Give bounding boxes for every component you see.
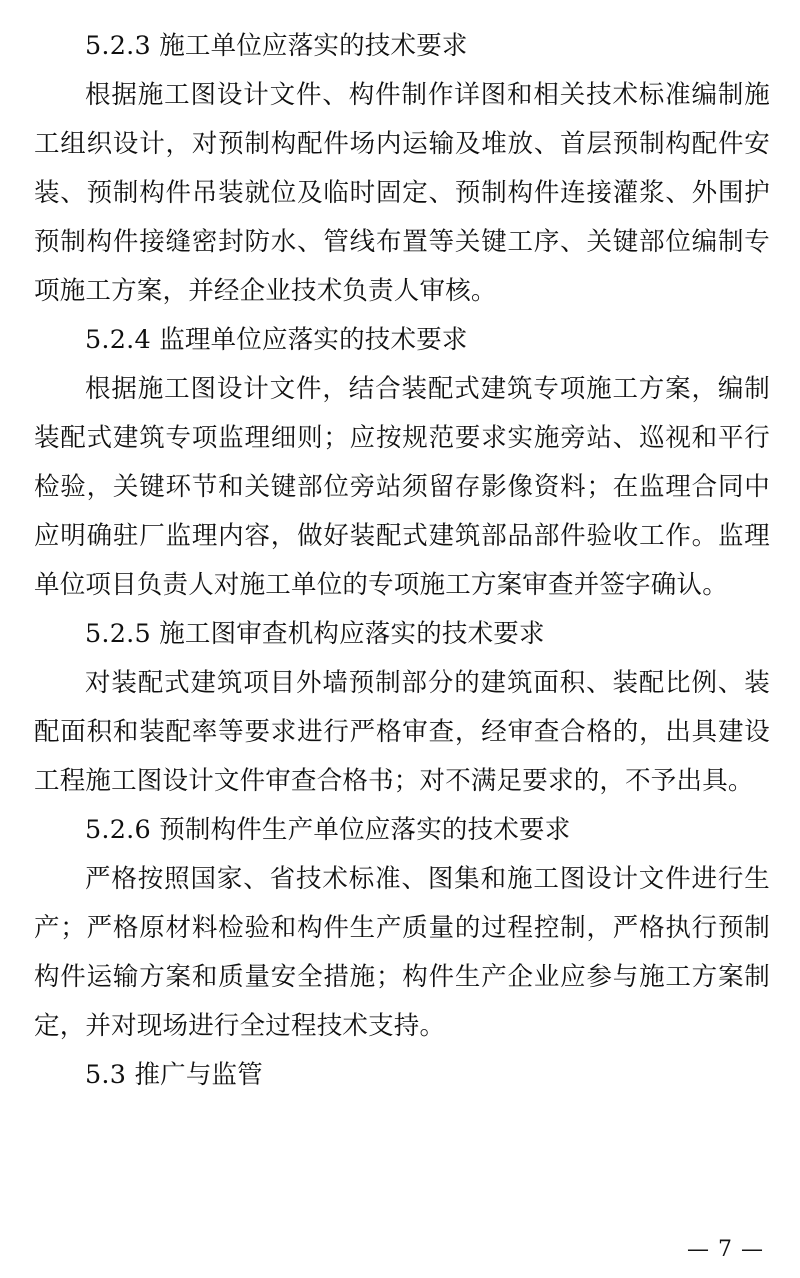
section-heading-5-2-5: 5.2.5 施工图审查机构应落实的技术要求 bbox=[85, 619, 545, 649]
section-paragraph-5-2-4: 根据施工图设计文件，结合装配式建筑专项施工方案，编制装配式建筑专项监理细则；应按规范要求实施旁站、巡视和平行检验，关键环节和关键部位旁站须留存影像资料；在监理合同中应明确驻厂监理内容，做好装配式建筑部品部件验收工作。监理单位项目负责人对施工单位的专项施工方案审查并签字确认。 bbox=[34, 374, 770, 600]
section-heading-5-3: 5.3 推广与监管 bbox=[85, 1060, 263, 1090]
section-heading-5-2-4: 5.2.4 监理单位应落实的技术要求 bbox=[85, 325, 468, 355]
page-number: — 7 — bbox=[687, 1237, 764, 1262]
section-paragraph-5-2-5: 对装配式建筑项目外墙预制部分的建筑面积、装配比例、装配面积和装配率等要求进行严格审查，经审查合格的，出具建设工程施工图设计文件审查合格书；对不满足要求的，不予出具。 bbox=[34, 668, 770, 796]
section-paragraph-5-2-6: 严格按照国家、省技术标准、图集和施工图设计文件进行生产；严格原材料检验和构件生产质量的过程控制，严格执行预制构件运输方案和质量安全措施；构件生产企业应参与施工方案制定，并对现场进行全过程技术支持。 bbox=[34, 864, 770, 1041]
section-paragraph-5-2-3: 根据施工图设计文件、构件制作详图和相关技术标准编制施工组织设计，对预制构配件场内运输及堆放、首层预制构配件安装、预制构件吊装就位及临时固定、预制构件连接灌浆、外围护预制构件接缝密封防水、管线布置等关键工序、关键部位编制专项施工方案，并经企业技术负责人审核。 bbox=[34, 80, 770, 306]
section-heading-5-2-6: 5.2.6 预制构件生产单位应落实的技术要求 bbox=[85, 815, 571, 845]
section-heading-5-2-3: 5.2.3 施工单位应落实的技术要求 bbox=[85, 31, 468, 61]
document-body bbox=[34, 22, 770, 1100]
